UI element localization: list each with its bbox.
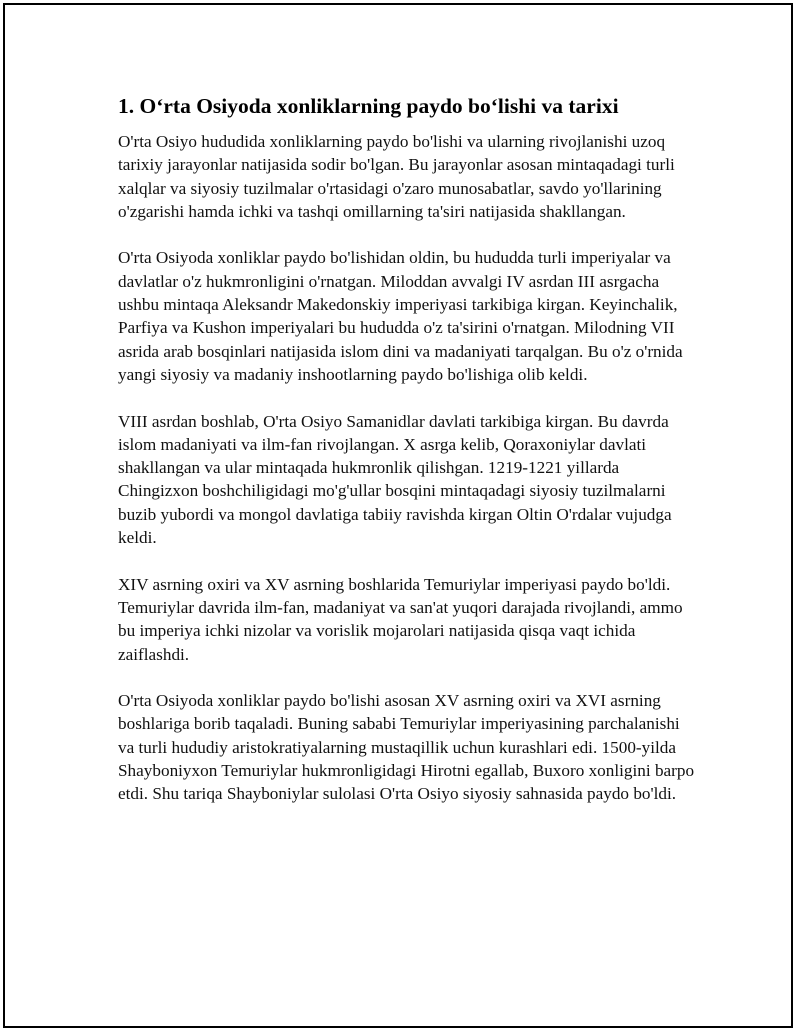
paragraph-1: O'rta Osiyo hududida xonliklarning paydo bo'lishi va ularning rivojlanishi uzoq tarixiy jarayonlar natijasida sodir bo'lgan. Bu jarayonlar asosan mintaqadagi turli xalqlar va siyosiy tuzilmalar o'rtasidagi o'zaro munosabatlar, savdo yo'llarining o'zgarishi hamda ichki va tashqi omillarning ta'siri natijasida shakllangan. bbox=[118, 132, 675, 221]
section-heading: 1. O‘rta Osiyoda xonliklarning paydo bo‘lishi va tarixi bbox=[118, 94, 619, 118]
paragraph-4: XIV asrning oxiri va XV asrning boshlarida Temuriylar imperiyasi paydo bo'ldi. Temuriylar davrida ilm-fan, madaniyat va san'at yuqori darajada rivojlandi, ammo bu imperiya ichki nizolar va vorislik mojarolari natijasida qisqa vaqt ichida zaiflashdi. bbox=[118, 574, 683, 664]
paragraph-5: O'rta Osiyoda xonliklar paydo bo'lishi asosan XV asrning oxiri va XVI asrning boshlariga borib taqaladi. Buning sababi Temuriylar imperiyasining parchalanishi va turli hududiy aristokratiyalarning mustaqillik uchun kurashlari edi. 1500-yilda Shayboniyxon Temuriylar hukmronligidagi Hirotni egallab, Buxoro xonligini barpo etdi. Shu tariqa Shayboniylar sulolasi O'rta Osiyo siyosiy sahnasida paydo bo'ldi. bbox=[118, 691, 695, 804]
paragraph-3: VIII asrdan boshlab, O'rta Osiyo Samanidlar davlati tarkibiga kirgan. Bu davrda islom madaniyati va ilm-fan rivojlangan. X asrga kelib, Qoraxoniylar davlati shakllangan va ular mintaqada hukmronlik qilishgan. 1219-1221 yillarda Chingizxon boshchiligidagi mo'g'ullar bosqini mintaqadagi siyosiy tuzilmalarni buzib yubordi va mongol davlatiga tabiiy ravishda kirgan Oltin O'rdalar vujudga keldi. bbox=[118, 411, 672, 548]
document-body bbox=[118, 92, 698, 806]
paragraph-2: O'rta Osiyoda xonliklar paydo bo'lishidan oldin, bu hududda turli imperiyalar va davlatlar o'z hukmronligini o'rnatgan. Miloddan avvalgi IV asrdan III asrgacha ushbu mintaqa Aleksandr Makedonskiy imperiyasi tarkibiga kirgan. Keyinchalik, Parfiya va Kushon imperiyalari bu hududda o'z ta'sirini o'rnatgan. Milodning VII asrida arab bosqinlari natijasida islom dini va madaniyati tarqalgan. Bu o'z o'rnida yangi siyosiy va madaniy inshootlarning paydo bo'lishiga olib keldi. bbox=[118, 248, 683, 384]
